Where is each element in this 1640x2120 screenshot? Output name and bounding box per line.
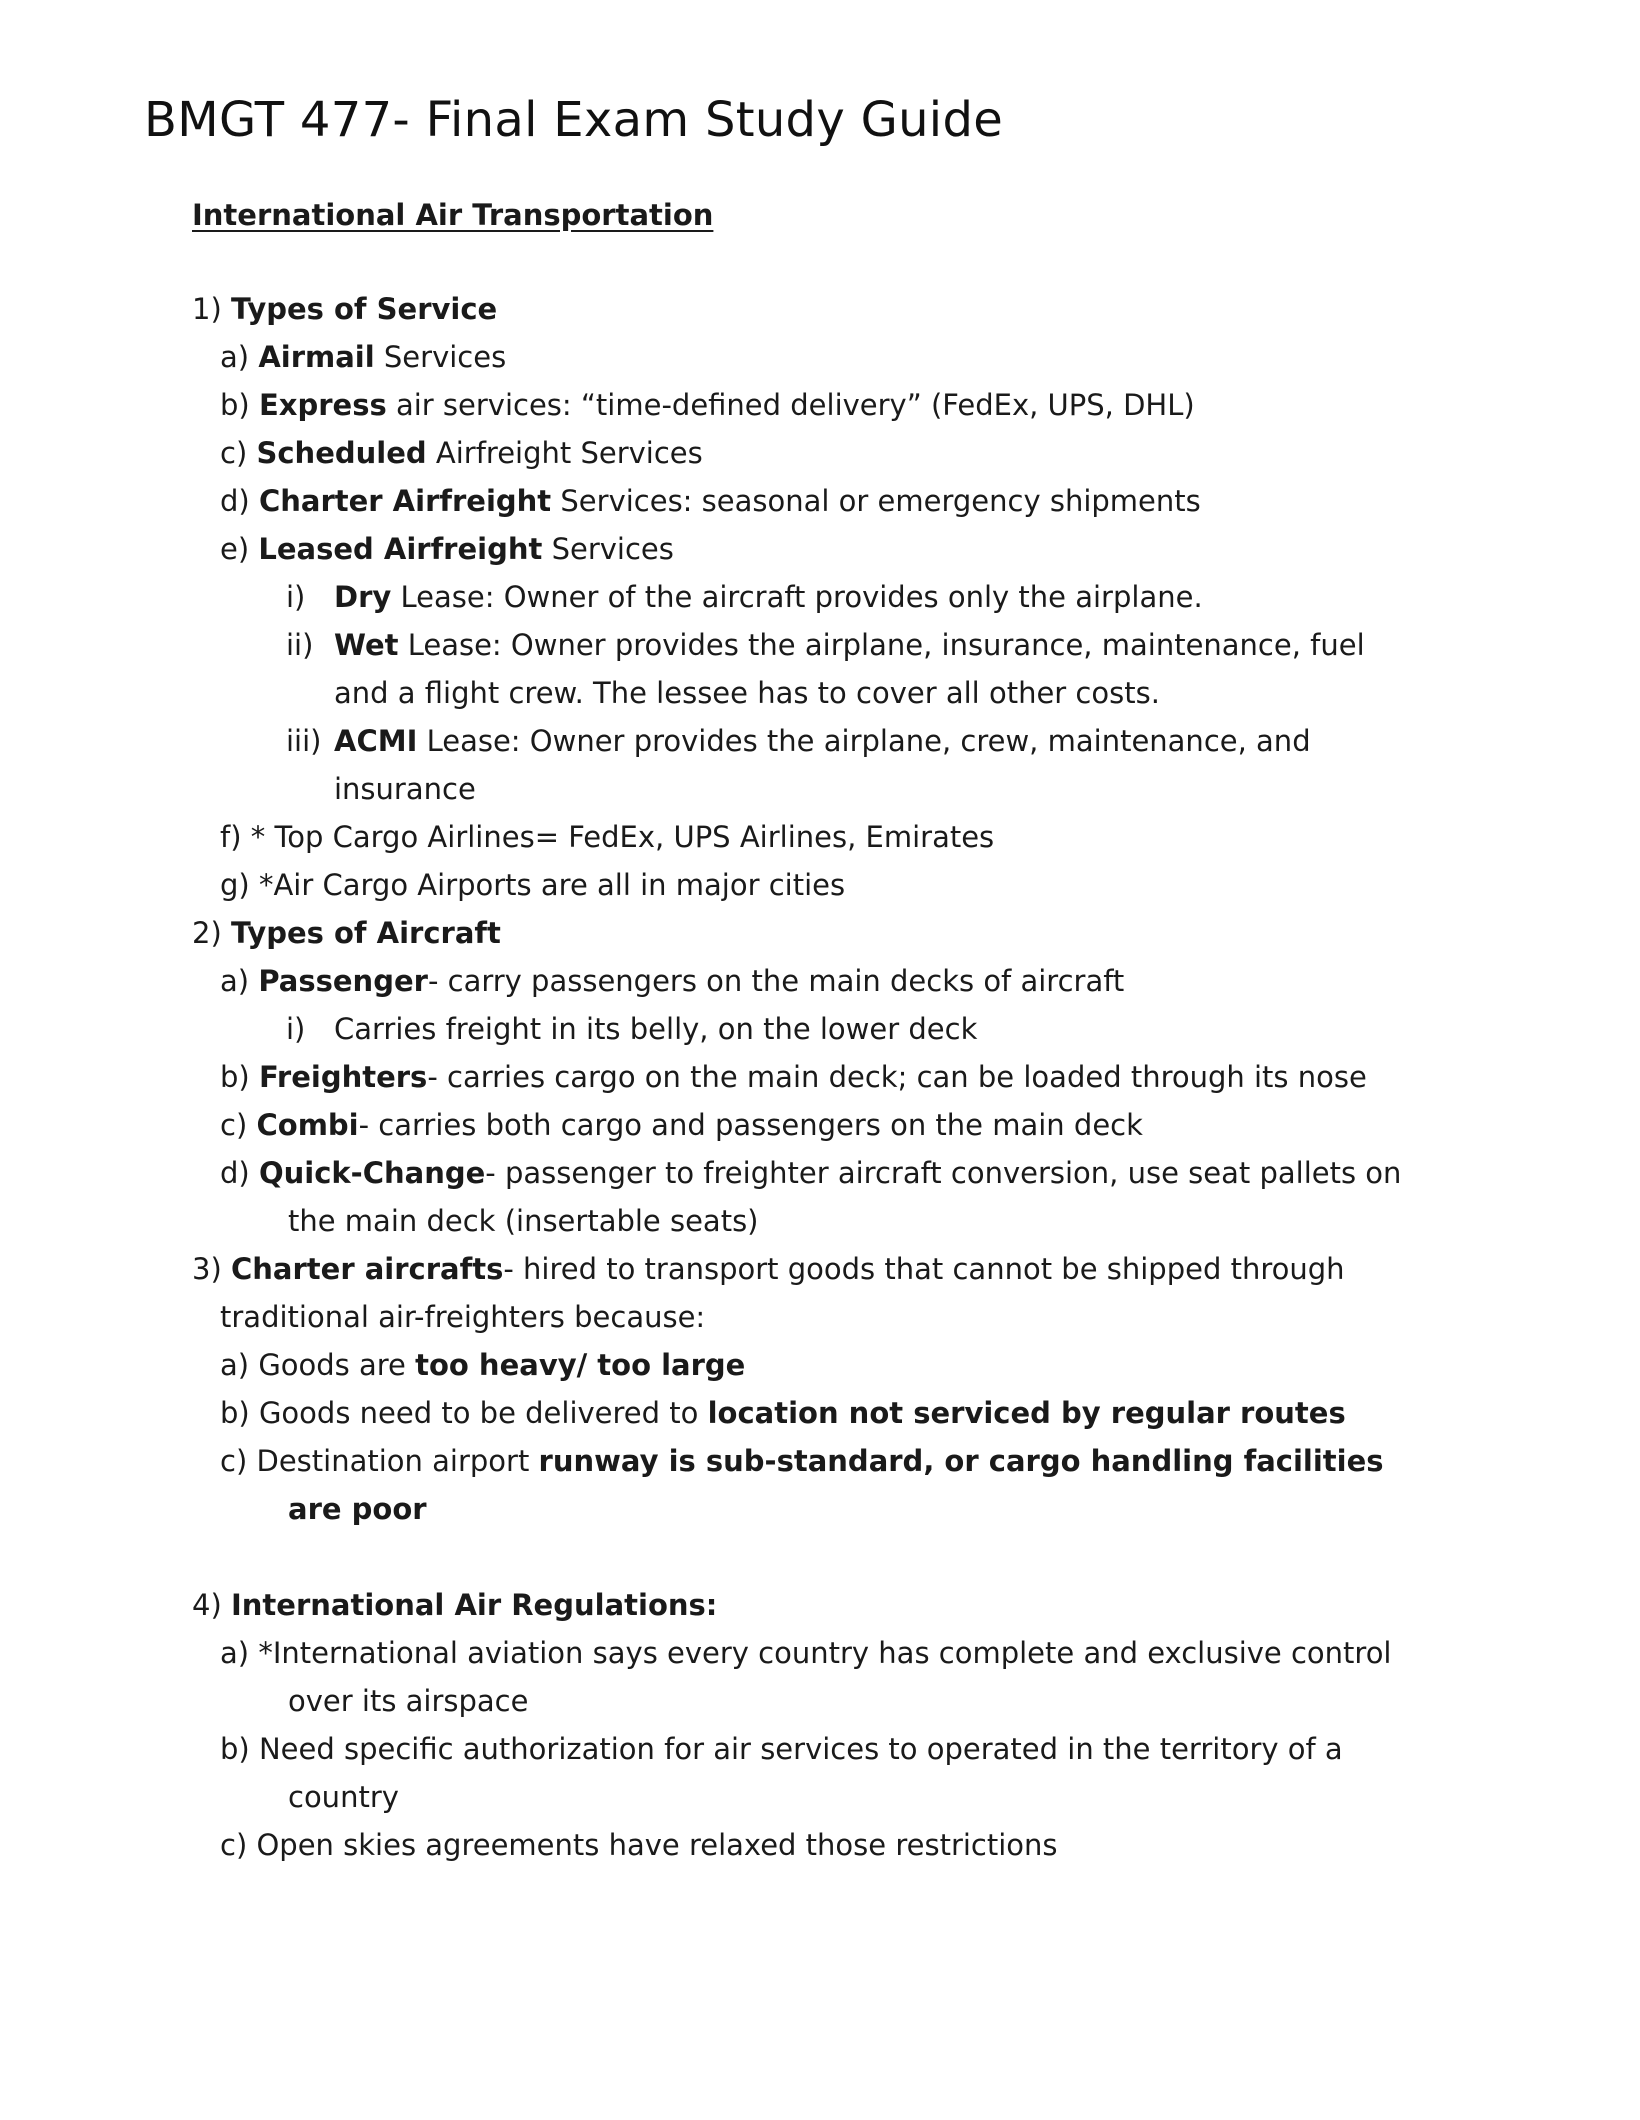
item-bold: Wet bbox=[334, 628, 399, 662]
item-marker: b) bbox=[220, 388, 250, 422]
item-bold: Freighters bbox=[258, 1060, 428, 1094]
item-3c bbox=[220, 1443, 1384, 1479]
item-text: Need specific authorization for air services to operated in the territory of a bbox=[258, 1732, 1343, 1766]
item-bold: location not serviced by regular routes bbox=[707, 1396, 1346, 1430]
item-heading: International Air Regulations: bbox=[230, 1588, 718, 1622]
item-text: Goods are bbox=[258, 1348, 416, 1382]
item-2d-cont: the main deck (insertable seats) bbox=[288, 1204, 759, 1238]
item-3-cont: traditional air-freighters because: bbox=[220, 1300, 706, 1334]
item-1d bbox=[220, 483, 1201, 519]
item-4c bbox=[220, 1827, 1058, 1863]
item-marker: 4) bbox=[192, 1588, 222, 1622]
item-text: - passenger to freighter aircraft conversion, use seat pallets on bbox=[485, 1156, 1402, 1190]
item-marker: i) bbox=[286, 580, 306, 614]
item-1b bbox=[220, 387, 1195, 423]
item-2 bbox=[192, 915, 501, 951]
item-text: *Air Cargo Airports are all in major cities bbox=[258, 868, 846, 902]
item-marker: a) bbox=[220, 964, 250, 998]
item-bold: Combi bbox=[256, 1108, 359, 1142]
item-marker: c) bbox=[220, 1444, 248, 1478]
item-1a bbox=[220, 339, 506, 375]
item-marker: a) bbox=[220, 1348, 250, 1382]
item-1 bbox=[192, 291, 497, 327]
item-marker: 1) bbox=[192, 292, 222, 326]
item-3a bbox=[220, 1347, 745, 1383]
item-marker: 2) bbox=[192, 916, 222, 950]
item-marker: b) bbox=[220, 1732, 250, 1766]
item-text: Lease: Owner provides the airplane, insurance, maintenance, fuel bbox=[398, 628, 1365, 662]
item-3c-cont bbox=[288, 1491, 427, 1527]
item-text: Lease: Owner provides the airplane, crew, maintenance, and bbox=[417, 724, 1311, 758]
item-1e-iii-cont: insurance bbox=[334, 772, 476, 806]
item-marker: g) bbox=[220, 868, 250, 902]
item-2a bbox=[220, 963, 1124, 999]
item-2d bbox=[220, 1155, 1401, 1191]
item-text: Services bbox=[542, 532, 674, 566]
item-text: Destination airport bbox=[256, 1444, 539, 1478]
item-text: *International aviation says every country has complete and exclusive control bbox=[258, 1636, 1392, 1670]
item-4a-cont: over its airspace bbox=[288, 1684, 529, 1718]
item-bold: Scheduled bbox=[256, 436, 427, 470]
item-bold: are poor bbox=[288, 1492, 427, 1526]
item-marker: c) bbox=[220, 1828, 248, 1862]
item-text: * Top Cargo Airlines= FedEx, UPS Airlines, Emirates bbox=[250, 820, 995, 854]
item-text: Lease: Owner of the aircraft provides only the airplane. bbox=[391, 580, 1203, 614]
item-text: - carry passengers on the main decks of aircraft bbox=[427, 964, 1125, 998]
item-1g bbox=[220, 867, 845, 903]
item-3 bbox=[192, 1251, 1345, 1287]
item-text: Open skies agreements have relaxed those restrictions bbox=[256, 1828, 1058, 1862]
item-marker: ii) bbox=[286, 628, 314, 662]
item-4a bbox=[220, 1635, 1392, 1671]
item-bold: Leased Airfreight bbox=[258, 532, 543, 566]
document-title: BMGT 477- Final Exam Study Guide bbox=[144, 92, 1004, 148]
item-marker: c) bbox=[220, 436, 248, 470]
item-1e bbox=[220, 531, 674, 567]
item-bold: Quick-Change bbox=[258, 1156, 486, 1190]
item-text: air services: “time-defined delivery” (FedEx, UPS, DHL) bbox=[386, 388, 1195, 422]
item-text: Services: seasonal or emergency shipments bbox=[551, 484, 1201, 518]
item-marker: a) bbox=[220, 1636, 250, 1670]
item-2c bbox=[220, 1107, 1143, 1143]
item-4b-cont: country bbox=[288, 1780, 399, 1814]
item-marker: b) bbox=[220, 1396, 250, 1430]
item-marker: i) bbox=[286, 1012, 306, 1046]
item-marker: f) bbox=[220, 820, 242, 854]
item-bold: Passenger bbox=[258, 964, 428, 998]
item-text: Services bbox=[374, 340, 507, 374]
item-marker: iii) bbox=[286, 724, 322, 758]
item-marker: a) bbox=[220, 340, 250, 374]
item-1e-ii bbox=[286, 627, 1365, 663]
item-bold: runway is sub-standard, or cargo handling facilities bbox=[538, 1444, 1384, 1478]
item-bold: Airmail bbox=[258, 340, 375, 374]
item-marker: e) bbox=[220, 532, 250, 566]
section-heading: International Air Transportation bbox=[192, 198, 714, 232]
item-4b bbox=[220, 1731, 1343, 1767]
item-marker: d) bbox=[220, 484, 250, 518]
item-marker: 3) bbox=[192, 1252, 222, 1286]
item-text: - hired to transport goods that cannot be shipped through bbox=[503, 1252, 1345, 1286]
item-4 bbox=[192, 1587, 717, 1623]
item-heading: Types of Aircraft bbox=[230, 916, 501, 950]
item-bold: too heavy/ too large bbox=[415, 1348, 746, 1382]
item-text: Carries freight in its belly, on the lower deck bbox=[334, 1012, 978, 1046]
item-bold: Dry bbox=[334, 580, 392, 614]
item-bold: Express bbox=[258, 388, 387, 422]
item-marker: d) bbox=[220, 1156, 250, 1190]
item-1e-ii-cont: and a flight crew. The lessee has to cover all other costs. bbox=[334, 676, 1160, 710]
item-bold: ACMI bbox=[334, 724, 418, 758]
item-heading: Charter aircrafts bbox=[230, 1252, 504, 1286]
item-text: Airfreight Services bbox=[426, 436, 703, 470]
item-text: - carries cargo on the main deck; can be loaded through its nose bbox=[427, 1060, 1367, 1094]
item-2b bbox=[220, 1059, 1367, 1095]
item-bold: Charter Airfreight bbox=[258, 484, 552, 518]
item-1f bbox=[220, 819, 994, 855]
item-1c bbox=[220, 435, 703, 471]
item-heading: Types of Service bbox=[230, 292, 498, 326]
item-1e-i bbox=[286, 579, 1203, 615]
item-1e-iii bbox=[286, 723, 1311, 759]
item-marker: b) bbox=[220, 1060, 250, 1094]
item-text: - carries both cargo and passengers on the main deck bbox=[358, 1108, 1143, 1142]
item-2a-i bbox=[286, 1011, 977, 1047]
item-marker: c) bbox=[220, 1108, 248, 1142]
item-3b bbox=[220, 1395, 1346, 1431]
item-text: Goods need to be delivered to bbox=[258, 1396, 708, 1430]
